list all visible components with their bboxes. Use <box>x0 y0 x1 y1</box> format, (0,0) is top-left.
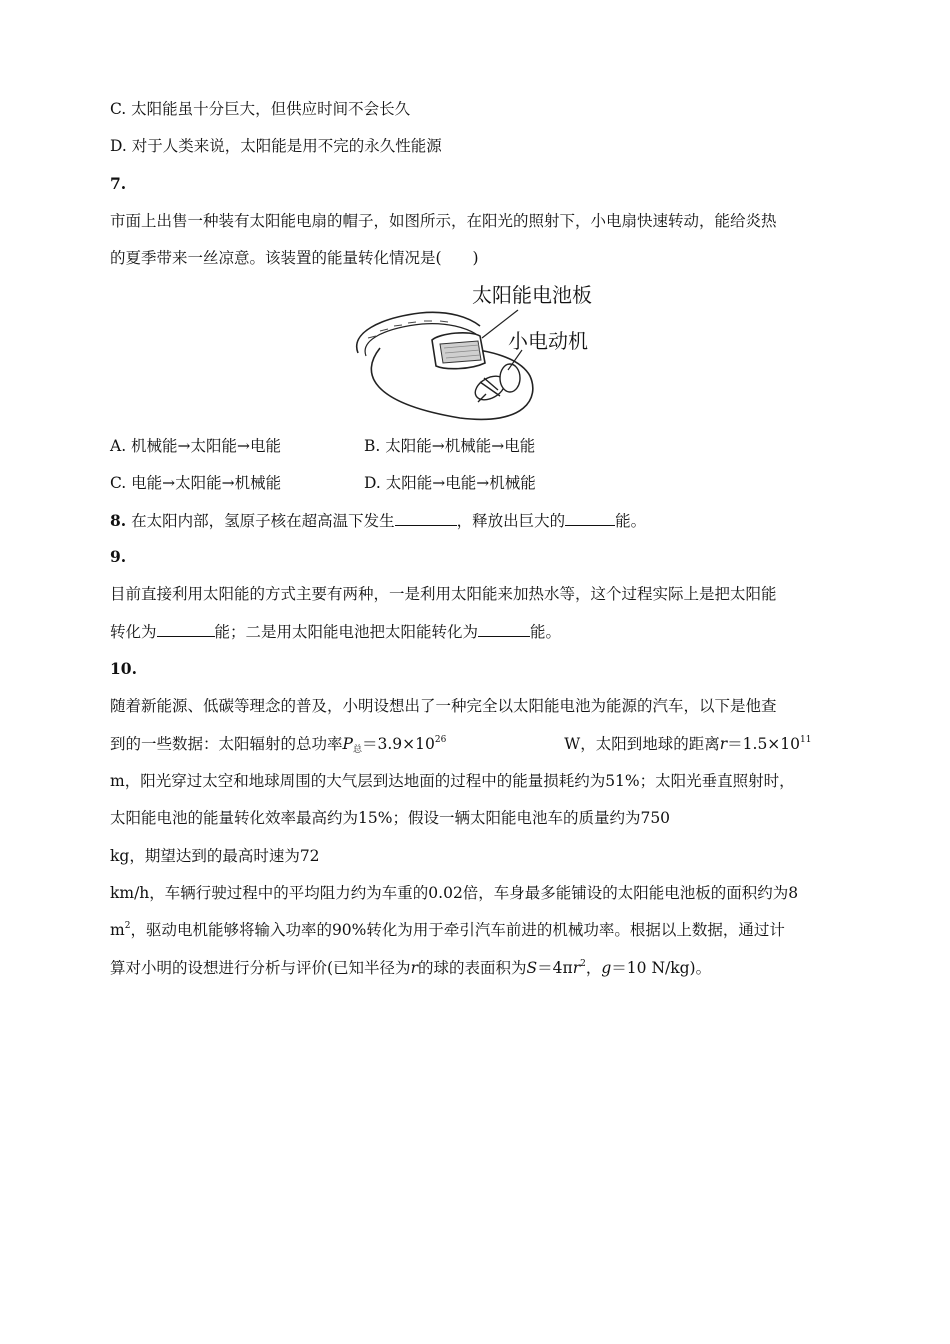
q7-stem-line1: 市面上出售一种装有太阳能电扇的帽子，如图所示，在阳光的照射下，小电扇快速转动，能给炎热 <box>110 212 777 230</box>
q10-line1: 随着新能源、低碳等理念的普及，小明设想出了一种完全以太阳能电池为能源的汽车，以下是他查 <box>110 697 777 715</box>
q9-text-part3: 能。 <box>530 623 562 641</box>
q10-l7-text1: m <box>110 921 125 939</box>
q9-blank-2[interactable] <box>478 620 530 637</box>
solar-hat-figure <box>340 278 610 428</box>
q10-exp-11: 11 <box>800 735 812 745</box>
q9-text-part1: 转化为 <box>110 623 157 641</box>
q10-number: 10. <box>110 659 137 678</box>
q8-text-part2: ，释放出巨大的 <box>456 512 566 530</box>
q7-option-c: C. 电能→太阳能→机械能 <box>110 474 282 492</box>
q10-l8-text1: 算对小明的设想进行分析与评价(已知半径为 <box>110 959 411 977</box>
q8-number: 8. <box>110 511 127 530</box>
q10-line4: 太阳能电池的能量转化效率最高约为15%；假设一辆太阳能电池车的质量约为750 <box>110 809 671 827</box>
q10-l2-text2: ＝3.9×10 <box>361 735 435 753</box>
q10-l8-text5: ＝10 N/kg)。 <box>611 959 712 977</box>
q10-line8 <box>110 957 711 979</box>
q6-option-c: C. 太阳能虽十分巨大，但供应时间不会长久 <box>110 100 411 118</box>
q7-option-a: A. 机械能→太阳能→电能 <box>110 437 282 455</box>
q10-line7 <box>110 919 785 941</box>
q10-var-r: r <box>719 735 728 753</box>
q10-sub-total: 总 <box>352 745 362 755</box>
q10-line5: kg，期望达到的最高时速为72 <box>110 847 320 865</box>
q10-l2-text4: ＝1.5×10 <box>727 735 801 753</box>
q10-line2 <box>110 733 811 755</box>
q10-l7-text2: ，驱动电机能够将输入功率的90%转化为用于牵引汽车前进的机械功率。根据以上数据，通过计 <box>130 921 785 939</box>
q10-l2-text3: W，太阳到地球的距离 <box>564 735 720 753</box>
q10-line3: m，阳光穿过太空和地球周围的大气层到达地面的过程中的能量损耗约为51%；太阳光垂直照射时， <box>110 772 795 790</box>
q10-l2-text1: 到的一些数据：太阳辐射的总功率 <box>110 735 343 753</box>
q7-option-b: B. 太阳能→机械能→电能 <box>364 437 536 455</box>
q10-exp-2: 2 <box>124 921 131 931</box>
q9-line1: 目前直接利用太阳能的方式主要有两种，一是利用太阳能来加热水等，这个过程实际上是把太阳能 <box>110 585 777 603</box>
q9-text-part2: 能；二是用太阳能电池把太阳能转化为 <box>214 623 479 641</box>
q10-line6: km/h，车辆行驶过程中的平均阻力约为车重的0.02倍，车身最多能铺设的太阳能电池板的面积约为8 <box>110 884 799 902</box>
q8-blank-2[interactable] <box>565 509 615 526</box>
q9-blank-1[interactable] <box>157 620 215 637</box>
q10-l8-var-r2: r <box>572 959 581 977</box>
q7-stem-line2: 的夏季带来一丝凉意。该装置的能量转化情况是( ) <box>110 249 479 267</box>
q10-l8-text4: ， <box>585 959 602 977</box>
q10-exp-26: 26 <box>434 735 447 745</box>
q8-blank-1[interactable] <box>395 509 457 526</box>
q10-l8-text3: ＝4π <box>537 959 573 977</box>
q6-option-d: D. 对于人类来说，太阳能是用不完的永久性能源 <box>110 137 442 155</box>
q10-l8-exp: 2 <box>580 959 586 969</box>
q8-text-part3: 能。 <box>615 512 647 530</box>
q8-text-part1: 在太阳内部，氢原子核在超高温下发生 <box>131 512 395 530</box>
solar-hat-illustration <box>340 278 610 428</box>
q9-number: 9. <box>110 547 127 566</box>
q10-l8-var-r: r <box>410 959 418 977</box>
q9-line2 <box>110 620 561 643</box>
q10-var-p: P <box>342 735 353 753</box>
q10-l8-var-g: g <box>601 959 612 977</box>
q7-number: 7. <box>110 174 127 193</box>
q7-option-d: D. 太阳能→电能→机械能 <box>364 474 536 492</box>
q10-l8-var-s: S <box>526 959 538 977</box>
q8-line <box>110 509 646 532</box>
label-small-motor: 小电动机 <box>508 329 588 353</box>
label-solar-panel: 太阳能电池板 <box>472 283 592 307</box>
q10-l8-text2: 的球的表面积为 <box>417 959 527 977</box>
